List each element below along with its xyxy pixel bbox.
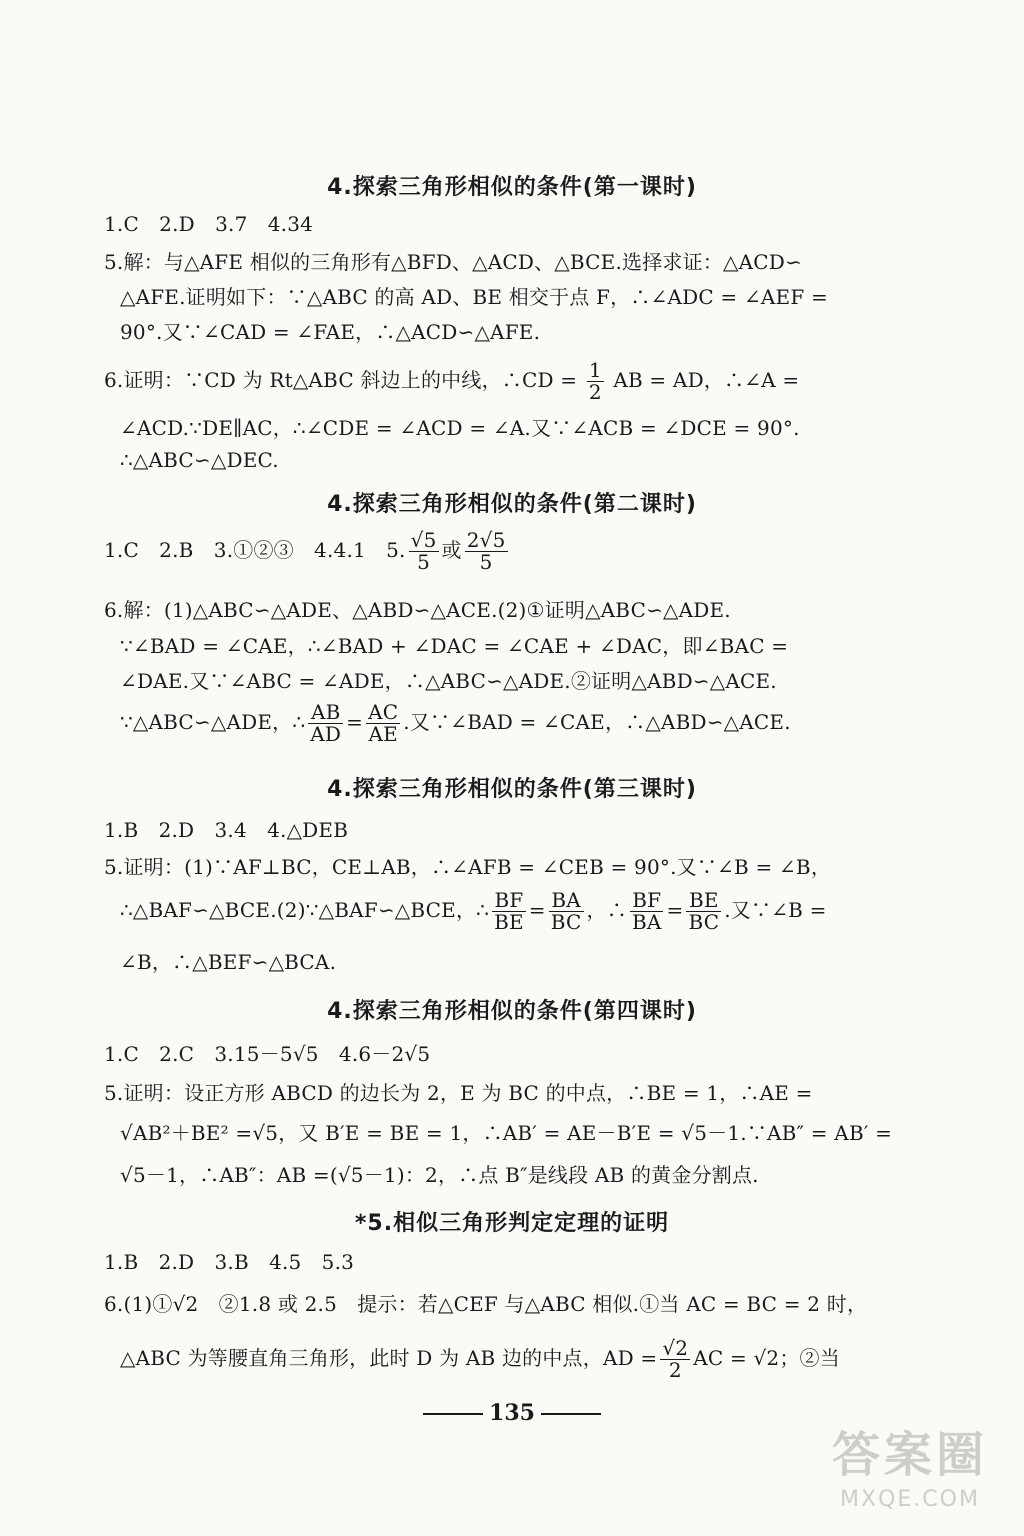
answers-choice-lesson-3: 1.B 2.D 3.4 4.△DEB bbox=[104, 818, 349, 842]
fraction-numerator: 1 bbox=[588, 358, 602, 382]
fraction-denominator: 5 bbox=[417, 550, 431, 574]
answers-choice-lesson-2-text: 1.C 2.B 3.①②③ 4.4.1 5. bbox=[104, 538, 406, 562]
fraction-root5-over-5 bbox=[409, 530, 439, 573]
section-title-lesson-4: 4.探索三角形相似的条件(第四课时) bbox=[327, 999, 697, 1024]
q6-lesson-1-text-a: 6.证明：∵CD 为 Rt△ABC 斜边上的中线，∴CD = bbox=[104, 368, 578, 392]
q6-lesson-2-line-4 bbox=[120, 702, 940, 745]
q5-lesson-1-line-2: △AFE.证明如下：∵△ABC 的高 AD、BE 相交于点 F，∴∠ADC = ∠AEF = bbox=[120, 285, 828, 309]
fraction-numerator: AC bbox=[368, 700, 399, 724]
section-title-lesson-1: 4.探索三角形相似的条件(第一课时) bbox=[327, 175, 697, 200]
fraction-numerator: BA bbox=[549, 890, 584, 912]
q6-section-5-line-1: 6.(1)①√2 ②1.8 或 2.5 提示：若△CEF 与△ABC 相似.①当 AC = BC = 2 时， bbox=[104, 1292, 868, 1316]
fraction-denominator: 2 bbox=[588, 380, 602, 404]
fraction-denominator: BA bbox=[631, 910, 662, 934]
q6-lesson-1-line-1 bbox=[104, 360, 924, 403]
section-title-5: *5.相似三角形判定定理的证明 bbox=[354, 1211, 670, 1236]
fraction-ba-over-bc bbox=[549, 890, 584, 933]
fraction-numerator: √2 bbox=[662, 1336, 689, 1360]
fraction-bf-over-ba bbox=[630, 890, 664, 933]
fraction-denominator: BC bbox=[688, 910, 720, 934]
q5-lesson-1-line-1: 5.解：与△AFE 相似的三角形有△BFD、△ACD、△BCE.选择求证：△ACD∽ bbox=[104, 250, 802, 274]
fraction-denominator: AD bbox=[310, 722, 342, 746]
q5-lesson-4-line-2: √AB²＋BE² =√5，又 B′E = BE = 1，∴AB′ = AE－B′E = √5－1.∵AB″ = AB′ = bbox=[120, 1121, 893, 1145]
answers-choice-lesson-2 bbox=[104, 530, 924, 573]
watermark-url: MXQE.COM bbox=[840, 1487, 980, 1512]
fraction-ac-over-ae bbox=[366, 702, 400, 745]
q6-section-5-line-2 bbox=[120, 1338, 940, 1381]
fraction-ab-over-ad bbox=[308, 702, 343, 745]
q5-lesson-3-text-mid: ，∴ bbox=[586, 898, 627, 922]
fraction-2root5-over-5 bbox=[465, 530, 508, 573]
fraction-denominator: BE bbox=[494, 910, 524, 934]
fraction-denominator: BC bbox=[550, 910, 582, 934]
q5-lesson-3-line-1: 5.证明：(1)∵AF⊥BC，CE⊥AB，∴∠AFB = ∠CEB = 90°.又∵∠B = ∠B， bbox=[104, 855, 832, 879]
watermark bbox=[810, 1416, 1010, 1516]
q5-lesson-4-line-3: √5－1，∴AB″：AB =(√5－1)：2，∴点 B″是线段 AB 的黄金分割点. bbox=[120, 1163, 759, 1187]
q5-lesson-3-line-3: ∠B，∴△BEF∽△BCA. bbox=[120, 950, 337, 974]
section-title-lesson-3: 4.探索三角形相似的条件(第三课时) bbox=[327, 777, 697, 802]
q6-lesson-1-line-3: ∴△ABC∽△DEC. bbox=[120, 448, 279, 472]
q6-lesson-2-line-3: ∠DAE.又∵∠ABC = ∠ADE，∴△ABC∽△ADE.②证明△ABD∽△ACE. bbox=[120, 669, 777, 693]
or-word: 或 bbox=[441, 538, 462, 562]
section-title-lesson-2: 4.探索三角形相似的条件(第二课时) bbox=[327, 492, 697, 517]
equals-sign: = bbox=[666, 898, 684, 922]
answers-choice-section-5: 1.B 2.D 3.B 4.5 5.3 bbox=[104, 1250, 355, 1274]
equals-sign: = bbox=[346, 710, 364, 734]
q6-section-5-text-b: AC = √2；②当 bbox=[693, 1346, 840, 1370]
fraction-numerator: BE bbox=[686, 890, 721, 912]
q6-lesson-2-text-b: .又∵∠BAD = ∠CAE，∴△ABD∽△ACE. bbox=[403, 710, 791, 734]
q5-lesson-3-text-b: .又∵∠B = bbox=[724, 898, 827, 922]
fraction-denominator: AE bbox=[368, 722, 398, 746]
fraction-numerator: AB bbox=[308, 702, 343, 724]
q5-lesson-3-text-a: ∴△BAF∽△BCE.(2)∵△BAF∽△BCE，∴ bbox=[120, 898, 490, 922]
fraction-one-half bbox=[587, 360, 604, 403]
fraction-denominator: 5 bbox=[479, 550, 493, 574]
answers-choice-lesson-4: 1.C 2.C 3.15－5√5 4.6－2√5 bbox=[104, 1042, 431, 1066]
q6-lesson-2-line-2: ∵∠BAD = ∠CAE，∴∠BAD + ∠DAC = ∠CAE + ∠DAC，即∠BAC = bbox=[120, 634, 789, 658]
ornament-left bbox=[423, 1413, 483, 1415]
q5-lesson-1-line-3: 90°.又∵∠CAD = ∠FAE，∴△ACD∽△AFE. bbox=[120, 320, 541, 344]
ornament-right bbox=[541, 1413, 601, 1415]
q5-lesson-4-line-1: 5.证明：设正方形 ABCD 的边长为 2，E 为 BC 的中点，∴BE = 1，∴AE = bbox=[104, 1081, 813, 1105]
fraction-be-over-bc bbox=[686, 890, 721, 933]
answers-choice-lesson-1: 1.C 2.D 3.7 4.34 bbox=[104, 212, 314, 236]
q6-lesson-1-line-2: ∠ACD.∵DE∥AC，∴∠CDE = ∠ACD = ∠A.又∵∠ACB = ∠DCE = 90°. bbox=[120, 416, 800, 440]
q6-lesson-1-text-b: AB = AD，∴∠A = bbox=[613, 368, 800, 392]
fraction-root2-over-2 bbox=[660, 1338, 690, 1381]
q5-lesson-3-line-2 bbox=[120, 890, 940, 933]
fraction-numerator: √5 bbox=[410, 528, 437, 552]
fraction-bf-over-be bbox=[492, 890, 526, 933]
q6-lesson-2-text-a: ∵△ABC∽△ADE，∴ bbox=[120, 710, 306, 734]
q6-section-5-text-a: △ABC 为等腰直角三角形，此时 D 为 AB 边的中点，AD = bbox=[120, 1346, 658, 1370]
q6-lesson-2-line-1: 6.解：(1)△ABC∽△ADE、△ABD∽△ACE.(2)①证明△ABC∽△ADE. bbox=[104, 598, 731, 622]
fraction-numerator: 2√5 bbox=[466, 528, 506, 552]
fraction-numerator: BF bbox=[630, 890, 664, 912]
equals-sign: = bbox=[528, 898, 546, 922]
page-number: 135 bbox=[489, 1400, 535, 1426]
fraction-denominator: 2 bbox=[668, 1358, 682, 1382]
fraction-numerator: BF bbox=[492, 890, 526, 912]
watermark-logo: 答案圈 bbox=[831, 1427, 988, 1483]
